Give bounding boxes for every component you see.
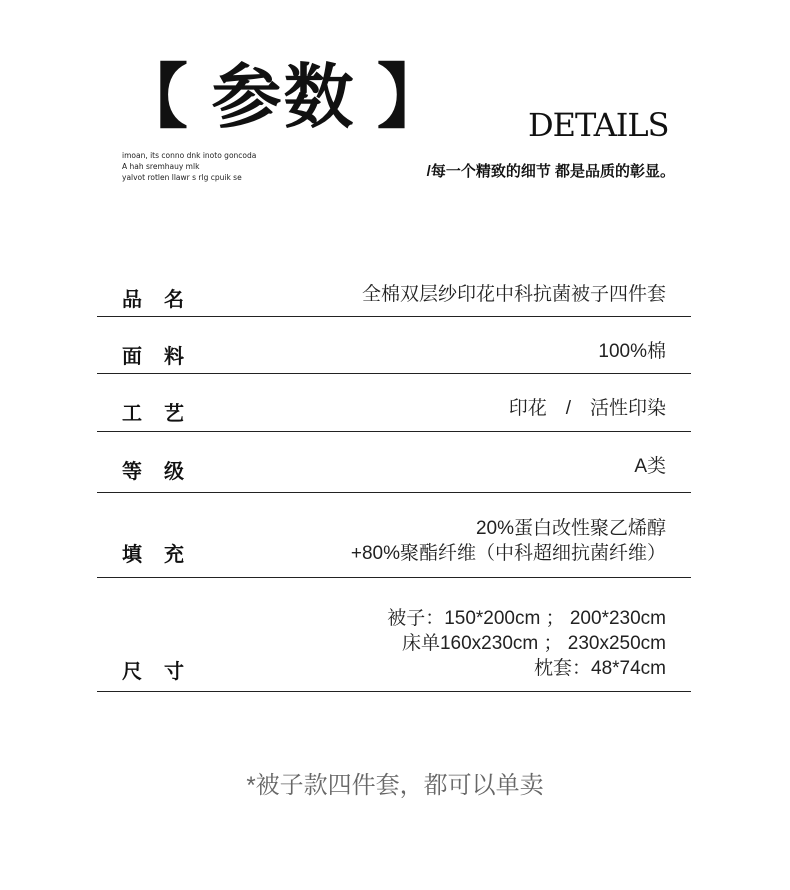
spec-label: 面料	[122, 346, 206, 368]
spec-value-line: A类	[634, 456, 666, 477]
spec-value-line: +80%聚酯纤维（中科超细抗菌纤维）	[350, 543, 666, 564]
spec-value-line: 被子：150*200cm ； 200*230cm	[387, 608, 666, 629]
spec-value-line: 床单160x230cm ； 230x250cm	[401, 633, 666, 654]
tagline: /每一个精致的细节 都是品质的彰显。	[426, 163, 675, 180]
subtitle-line: A hah sremhauy mlk	[122, 162, 200, 171]
spec-value-line: 20%蛋白改性聚乙烯醇	[475, 518, 666, 539]
spec-value-line: 全棉双层纱印花中科抗菌被子四件套	[361, 284, 666, 305]
subtitle-text	[122, 150, 256, 183]
spec-row-craft	[97, 374, 691, 432]
spec-value	[634, 454, 666, 479]
subtitle-line: yalvot rotlen llawr s rlg cpuik se	[122, 173, 242, 182]
footnote: *被子款四件套，都可以单卖	[246, 772, 544, 799]
subtitle-line: imoan, its conno dnk inoto goncoda	[122, 151, 257, 160]
spec-value-line: 印花 / 活性印染	[508, 398, 666, 419]
spec-value-line: 100%棉	[598, 341, 666, 362]
spec-label: 品名	[122, 289, 206, 311]
spec-value-line: 枕套：48*74cm	[534, 658, 666, 679]
page-title: 【 参数 】	[118, 58, 449, 136]
spec-row-size	[97, 578, 691, 692]
spec-row-grade	[97, 432, 691, 493]
spec-value	[387, 606, 666, 681]
spec-value	[509, 396, 666, 421]
spec-row-name	[97, 262, 691, 317]
spec-value	[362, 282, 666, 307]
spec-label: 等级	[122, 461, 206, 483]
details-heading: DETAILS	[528, 106, 669, 144]
spec-row-material	[97, 317, 691, 374]
spec-label: 尺寸	[122, 661, 206, 683]
spec-label: 工艺	[122, 403, 206, 425]
spec-row-filling	[97, 493, 691, 578]
spec-label: 填充	[122, 544, 206, 566]
spec-value	[598, 339, 666, 364]
spec-value	[351, 516, 666, 566]
